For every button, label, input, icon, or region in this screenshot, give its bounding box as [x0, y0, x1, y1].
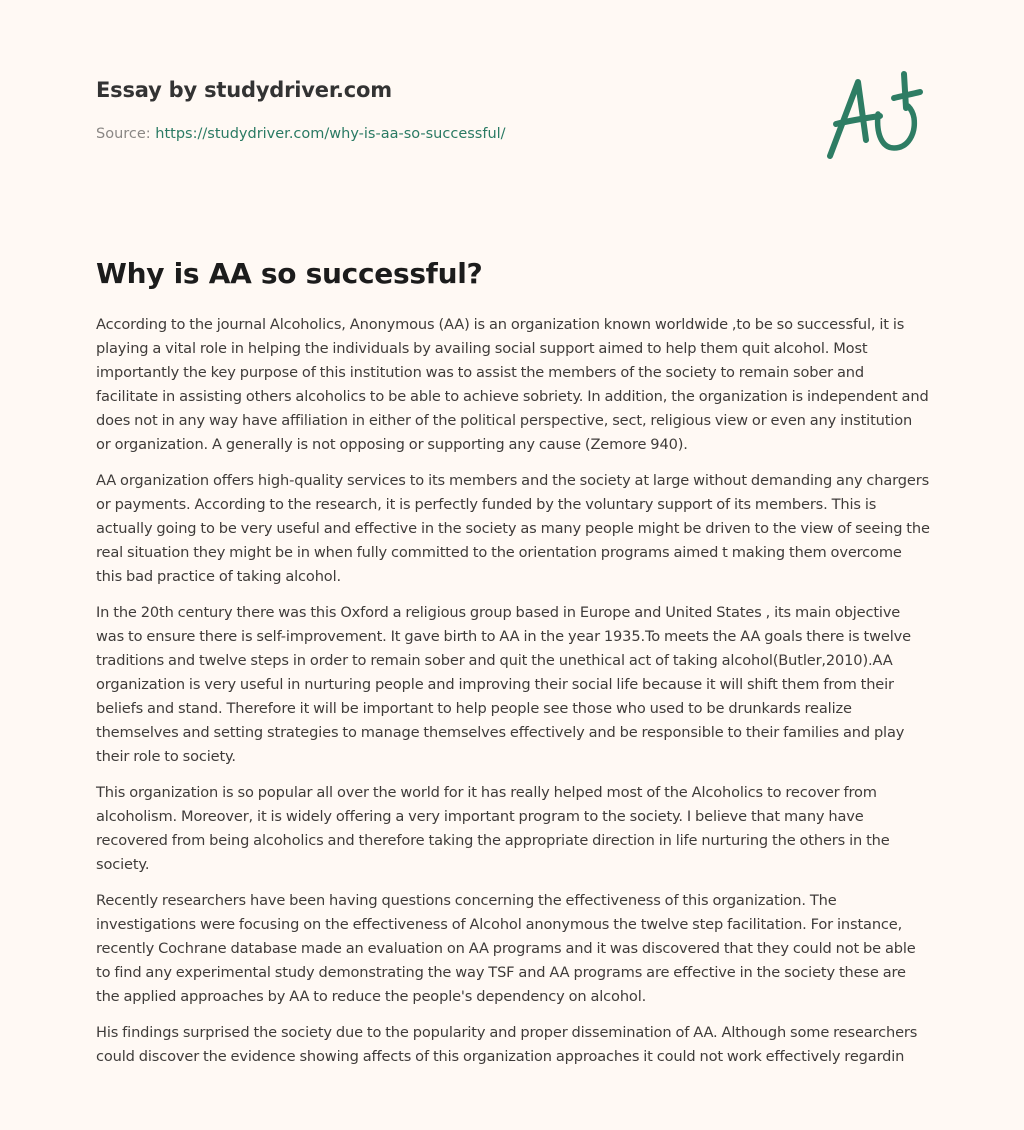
essay-paragraph: According to the journal Alcoholics, Anonymous (AA) is an organization known worldwide ,to be so successful, it is playing a vital role in helping the individuals by availing social support aimed to help them quit alcohol. Most importantly the key purpose of this institution was to assist the members of the society to remain sober and facilitate in assisting others alcoholics to be able to achieve sobriety. In addition, the organization is independent and does not in any way have affiliation in either of the political perspective, sect, religious view or even any institution or organization. A generally is not opposing or supporting any cause (Zemore 940). — [96, 316, 929, 453]
essay-title: Why is AA so successful? — [96, 257, 483, 290]
essay-paragraph: AA organization offers high-quality services to its members and the society at large without demanding any chargers or payments. According to the research, it is perfectly funded by the voluntary support of its members. This is actually going to be very useful and effective in the society as many people might be driven to the view of seeing the real situation they might be in when fully committed to the orientation programs aimed t making them overcome this bad practice of taking alcohol. — [96, 472, 930, 585]
essay-paragraph: Recently researchers have been having questions concerning the effectiveness of this organization. The investigations were focusing on the effectiveness of Alcohol anonymous the twelve step facilitation. For instance, recently Cochrane database made an evaluation on AA programs and it was discovered that they could not be able to find any experimental study demonstrating the way TSF and AA programs are effective in the society these are the applied approaches by AA to reduce the people's dependency on alcohol. — [96, 892, 916, 1005]
source-label: Source: — [96, 126, 156, 142]
essay-body — [96, 313, 930, 1081]
essay-paragraph: His findings surprised the society due to the popularity and proper dissemination of AA. Although some researchers could discover the evidence showing affects of this organization approaches it could not work effectively regardin — [96, 1024, 918, 1065]
source-line — [96, 124, 506, 144]
essay-paragraph: This organization is so popular all over the world for it has really helped most of the Alcoholics to recover from alcoholism. Moreover, it is widely offering a very important program to the society. I believe that many have recovered from being alcoholics and therefore taking the appropriate direction in life nurturing the others in the society. — [96, 784, 890, 873]
source-link[interactable]: https://studydriver.com/why-is-aa-so-successful/ — [155, 126, 506, 142]
a-plus-grade-icon — [822, 68, 928, 164]
essay-paragraph: In the 20th century there was this Oxford a religious group based in Europe and United States , its main objective was to ensure there is self-improvement. It gave birth to AA in the year 1935.To meets the AA goals there is twelve traditions and twelve steps in order to remain sober and quit the unethical act of taking alcohol(Butler,2010).AA organization is very useful in nurturing people and improving their social life because it will shift them from their beliefs and stand. Therefore it will be important to help people see those who used to be drunkards realize themselves and setting strategies to manage themselves effectively and be responsible to their families and play their role to society. — [96, 604, 911, 765]
site-title: Essay by studydriver.com — [96, 78, 392, 102]
page-header — [96, 74, 506, 144]
